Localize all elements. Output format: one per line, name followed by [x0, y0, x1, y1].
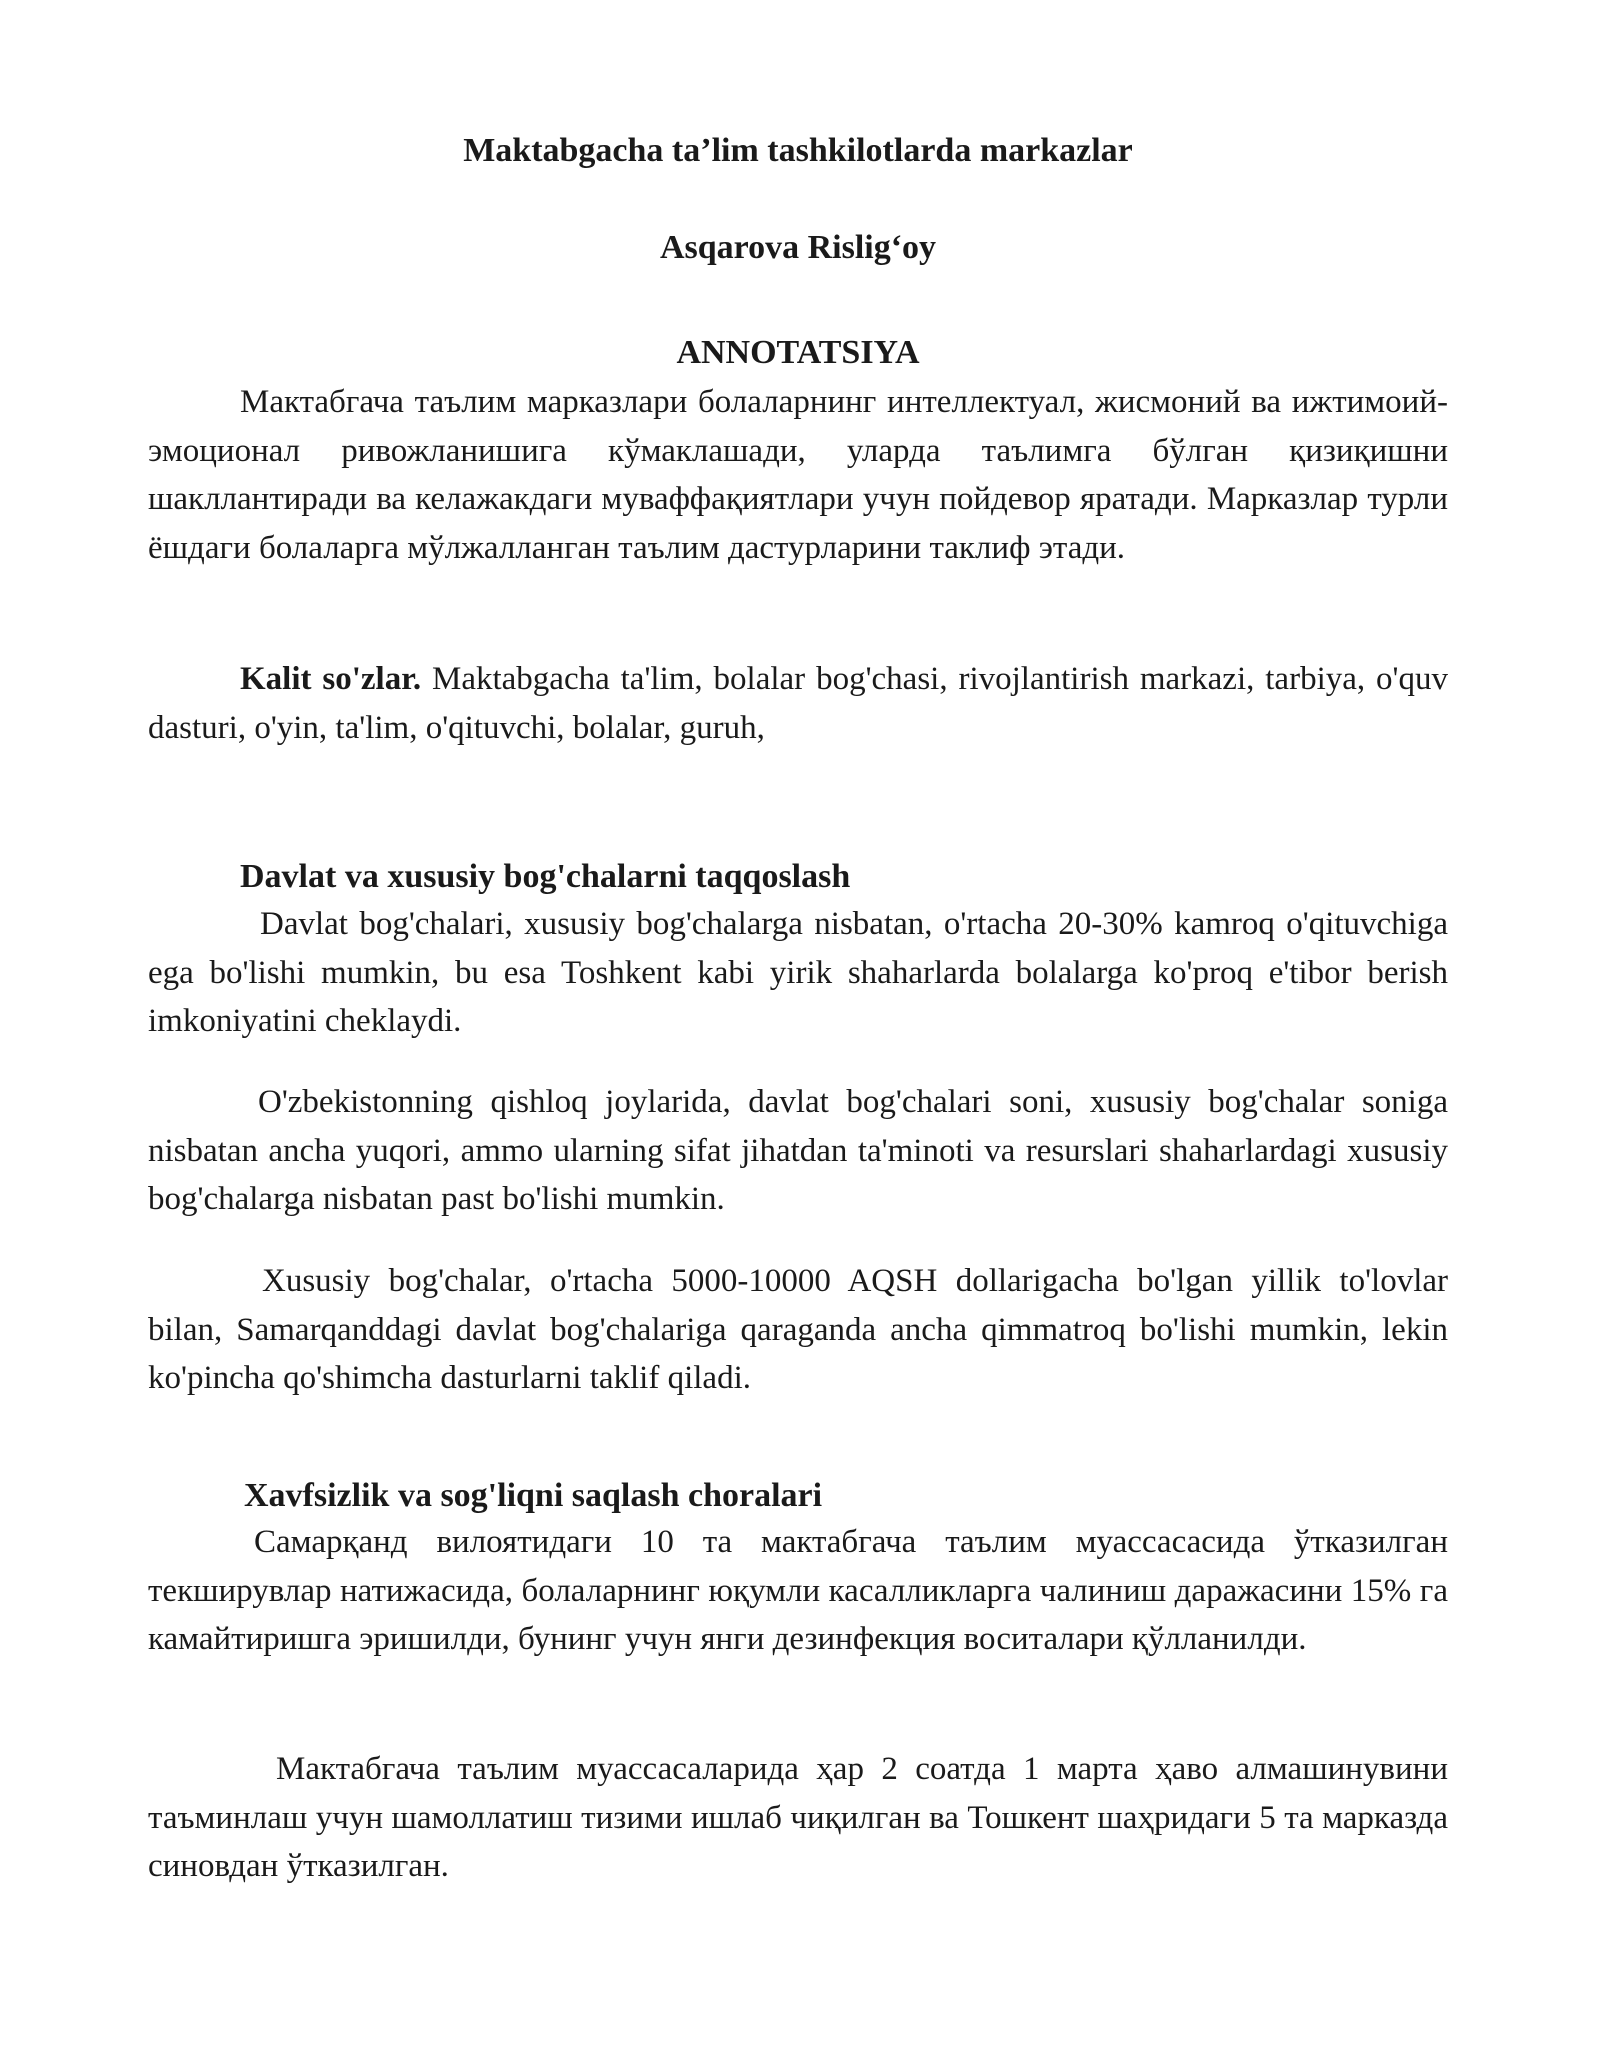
document-author: Asqarova Risligʻoy [659, 229, 937, 266]
keywords-text: Maktabgacha ta'lim, bolalar bog'chasi, rivojlantirish markazi, tarbiya, o'quv dasturi, o'yin, ta'lim, o'qituvchi, bolalar, guruh, [148, 661, 1448, 746]
annotation-paragraph: Мактабгача таълим марказлари болаларнинг интеллектуал, жисмоний ва ижтимоий-эмоционал ривожланишига кўмаклашади, уларда таълимга бўлган қизиқишни шакллантиради ва келажакдаги муваффақиятлари учун пойдевор яратади. Марказлар турли ёшдаги болаларга мўлжалланган таълим дастурларини таклиф этади. [148, 384, 1448, 566]
section-heading-safety: Xavfsizlik va sog'liqni saqlash choralari [244, 1477, 823, 1514]
safety-paragraph-1: Самарқанд вилоятидаги 10 та мактабгача таълим муассасасида ўтказилган текширувлар натижасида, болаларнинг юқумли касалликларга чалиниш даражасини 15% га камайтиришга эришилди, бунинг учун янги дезинфекция воситалари қўлланилди. [148, 1524, 1448, 1657]
comparison-paragraph-1: Davlat bog'chalari, xususiy bog'chalarga nisbatan, o'rtacha 20-30% kamroq o'qituvchiga ega bo'lishi mumkin, bu esa Toshkent kabi yirik shaharlarda bolalarga ko'proq e'tibor berish imkoniyatini cheklaydi. [148, 906, 1448, 1039]
keywords-label: Kalit so'zlar. [240, 661, 422, 697]
safety-paragraph-2: Мактабгача таълим муассасаларида ҳар 2 соатда 1 марта ҳаво алмашинувини таъминлаш учун шамоллатиш тизими ишлаб чиқилган ва Тошкент шаҳридаги 5 та марказда синовдан ўтказилган. [148, 1751, 1448, 1884]
comparison-paragraph-2: O'zbekistonning qishloq joylarida, davlat bog'chalari soni, xususiy bog'chalar soniga nisbatan ancha yuqori, ammo ularning sifat jihatdan ta'minoti va resurslari shaharlardagi xususiy bog'chalarga nisbatan past bo'lishi mumkin. [148, 1084, 1448, 1217]
document-page [148, 0, 1448, 2070]
comparison-paragraph-3: Xususiy bog'chalar, o'rtacha 5000-10000 AQSH dollarigacha bo'lgan yillik to'lovlar bilan, Samarqanddagi davlat bog'chalariga qaraganda ancha qimmatroq bo'lishi mumkin, lekin ko'pincha qo'shimcha dasturlarni taklif qiladi. [148, 1263, 1448, 1396]
annotation-heading: ANNOTATSIYA [676, 334, 920, 371]
section-heading-comparison: Davlat va xususiy bog'chalarni taqqoslash [240, 858, 851, 895]
keywords-paragraph [148, 655, 1448, 752]
document-title: Maktabgacha ta’lim tashkilotlarda markazlar [463, 132, 1133, 169]
